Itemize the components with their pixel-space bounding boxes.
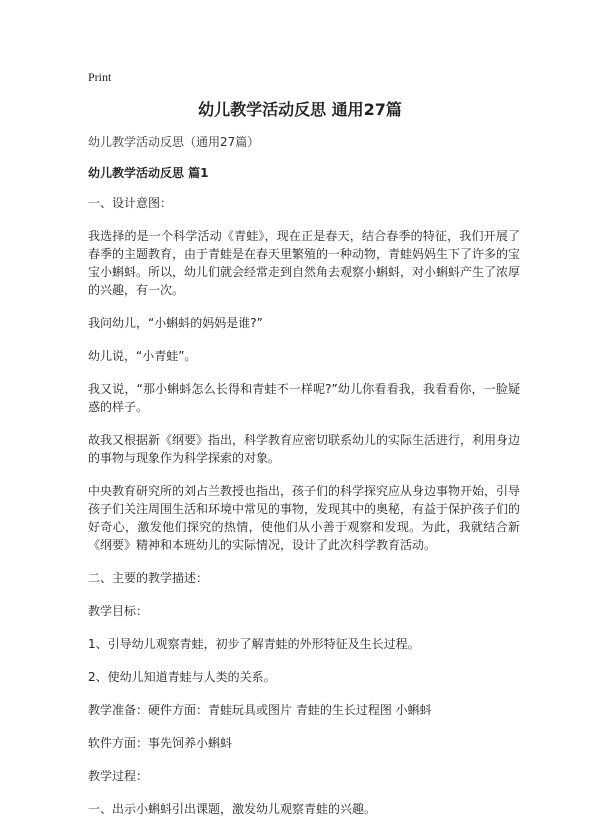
- heading-teaching-goals: 教学目标：: [88, 604, 149, 618]
- heading-teaching-description: 二、主要的教学描述：: [88, 571, 209, 585]
- print-link[interactable]: Print: [88, 70, 112, 84]
- document-subtitle: 幼儿教学活动反思（通用27篇）: [88, 135, 260, 149]
- heading-teaching-process: 教学过程：: [88, 769, 149, 783]
- goal-item-2: 2、使幼儿知道青蛙与人类的关系。: [88, 670, 276, 684]
- document-title: 幼儿教学活动反思 通用27篇: [198, 100, 402, 119]
- paragraph-preparation-hardware: 教学准备：硬件方面：青蛙玩具或图片 青蛙的生长过程图 小蝌蚪: [88, 703, 432, 717]
- goal-item-1: 1、引导幼儿观察青蛙，初步了解青蛙的外形特征及生长过程。: [88, 637, 420, 651]
- paragraph-question: 我问幼儿，“小蝌蚪的妈妈是谁?”: [88, 316, 263, 330]
- paragraph-preparation-software: 软件方面：事先饲养小蝌蚪: [88, 736, 233, 750]
- process-step-1: 一、出示小蝌蚪引出课题，激发幼儿观察青蛙的兴趣。: [88, 802, 377, 816]
- heading-design-intent: 一、设计意图：: [88, 196, 173, 210]
- paragraph-intro: 我选择的是一个科学活动《青蛙》，现在正是春天，结合春季的特征，我们开展了春季的主题教育，由于青蛙是在春天里繁殖的一种动物，青蛙妈妈生下了许多的宝宝小蝌蚪。所以，幼儿们就会经常走到自然角去观察小蝌蚪，对小蝌蚪产生了浓厚的兴趣，有一次。: [88, 229, 521, 297]
- paragraph-guideline: 故我又根据新《纲要》指出，科学教育应密切联系幼儿的实际生活进行，利用身边的事物与现象作为科学探索的对象。: [88, 433, 521, 465]
- paragraph-expert: 中央教育研究所的刘占兰教授也指出，孩子们的科学探究应从身边事物开始，引导孩子们关注周围生活和环境中常见的事物，发现其中的奥秘，有益于保护孩子们的好奇心，激发他们探究的热情，使他们从小善于观察和发现。为此，我就结合新《纲要》精神和本班幼儿的实际情况，设计了此次科学教育活动。: [88, 484, 521, 552]
- document-body: [88, 133, 520, 833]
- section-heading: 幼儿教学活动反思 篇1: [88, 166, 209, 180]
- paragraph-answer: 幼儿说，“小青蛙”。: [88, 349, 197, 363]
- paragraph-followup: 我又说，“那小蝌蚪怎么长得和青蛙不一样呢?”幼儿你看看我，我看看你，一脸疑惑的样子。: [88, 382, 520, 414]
